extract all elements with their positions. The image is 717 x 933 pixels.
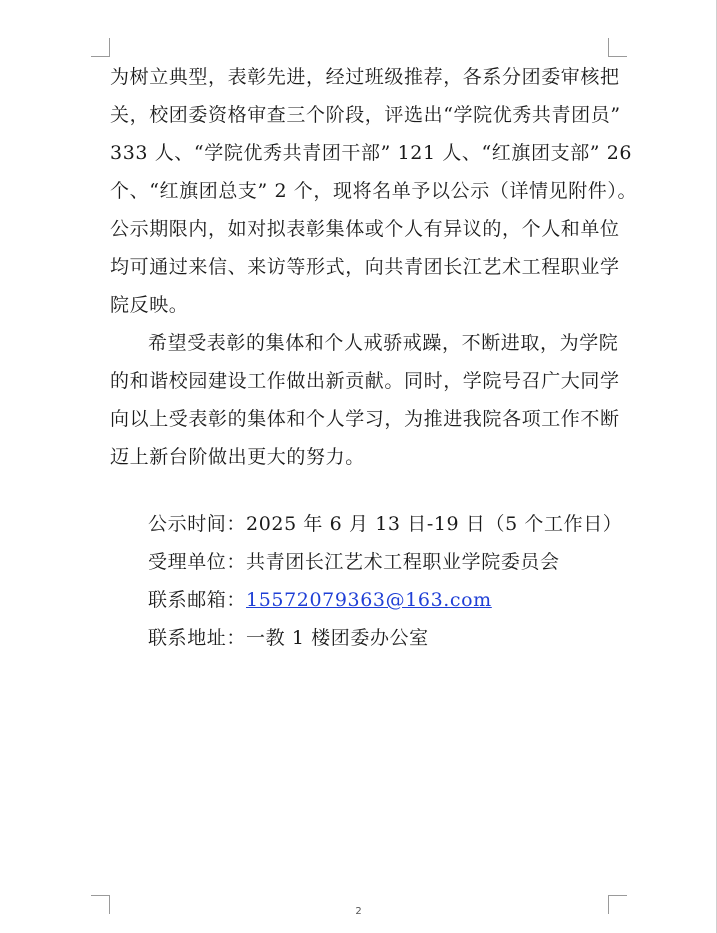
address-label: 联系地址： xyxy=(148,627,247,649)
address-value: 一教 1 楼团委办公室 xyxy=(246,627,429,649)
body-text xyxy=(110,58,638,476)
paragraph1-line: 关，校团委资格审查三个阶段，评选出“学院优秀共青团员” xyxy=(110,104,621,126)
email-label: 联系邮箱： xyxy=(148,589,247,611)
crop-mark-top-right xyxy=(608,38,627,57)
paragraph2-line: 希望受表彰的集体和个人戒骄戒躁，不断进取，为学院 xyxy=(148,332,619,354)
page-number: 2 xyxy=(355,906,362,917)
paragraph2-line: 的和谐校园建设工作做出新贡献。同时，学院号召广大同学 xyxy=(110,370,620,392)
time-label: 公示时间： xyxy=(148,513,247,535)
paragraph2-line: 向以上受表彰的集体和个人学习，为推进我院各项工作不断 xyxy=(110,408,620,430)
unit-label: 受理单位： xyxy=(148,551,247,573)
unit-value: 共青团长江艺术工程职业学院委员会 xyxy=(246,551,560,573)
info-email-row xyxy=(148,581,622,619)
info-time-row xyxy=(148,505,622,543)
paragraph1-line: 院反映。 xyxy=(110,294,189,316)
paragraph2-line: 迈上新台阶做出更大的努力。 xyxy=(110,446,365,468)
paragraph1-line: 333 人、“学院优秀共青团干部” 121 人、“红旗团支部” 26 xyxy=(110,142,633,164)
crop-mark-top-left xyxy=(91,38,110,57)
paragraph1-line: 个、“红旗团总支” 2 个，现将名单予以公示（详情见附件）。 xyxy=(110,180,638,202)
paragraph1-line: 均可通过来信、来访等形式，向共青团长江艺术工程职业学 xyxy=(110,256,620,278)
announcement-info xyxy=(148,505,622,657)
paragraph1-line: 为树立典型，表彰先进，经过班级推荐，各系分团委审核把 xyxy=(110,66,620,88)
time-value: 2025 年 6 月 13 日-19 日（5 个工作日） xyxy=(246,513,623,535)
email-link[interactable]: 15572079363@163.com xyxy=(246,589,492,611)
info-address-row xyxy=(148,619,622,657)
paragraph1-line: 公示期限内，如对拟表彰集体或个人有异议的，个人和单位 xyxy=(110,218,620,240)
info-unit-row xyxy=(148,543,622,581)
